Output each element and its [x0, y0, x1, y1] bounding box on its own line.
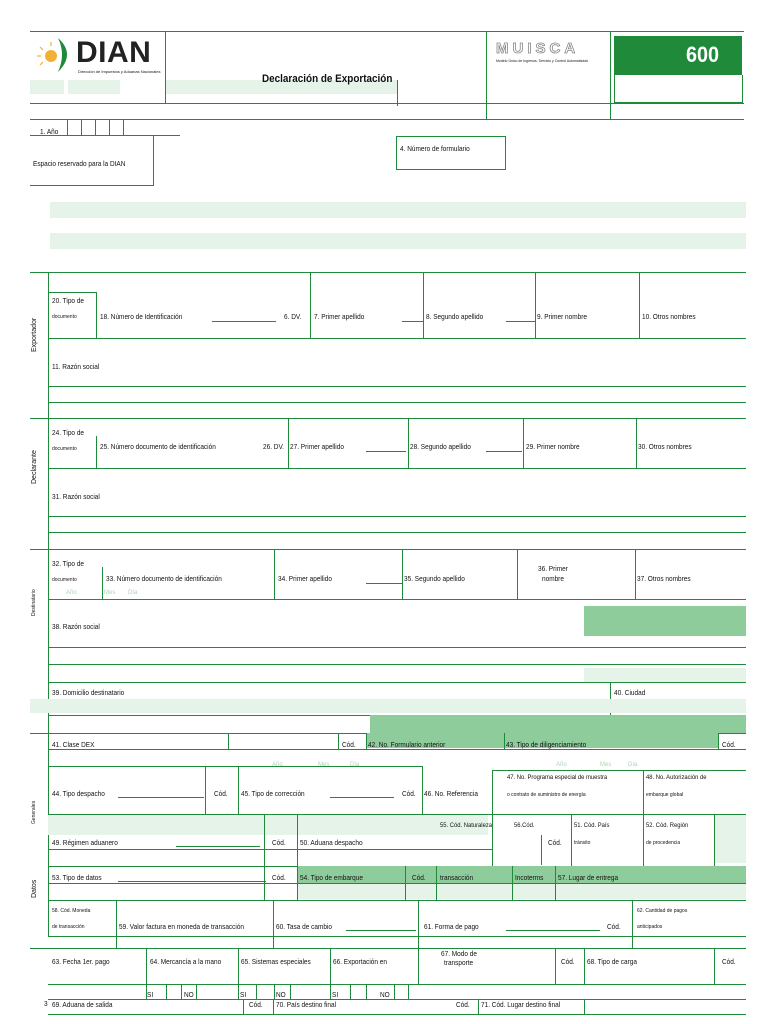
rule	[102, 567, 103, 599]
rule	[639, 272, 640, 338]
fill-band	[50, 202, 746, 218]
field-55: 55. Cód. Naturaleza	[440, 822, 493, 829]
rule	[274, 984, 275, 1000]
rule	[48, 532, 746, 533]
section-generales: Generales	[31, 800, 37, 824]
field-transaccion: transacción	[440, 873, 474, 882]
fill-band	[297, 883, 746, 899]
underline	[486, 451, 522, 452]
rule	[109, 119, 110, 135]
fill-band	[68, 80, 120, 94]
rule	[273, 999, 274, 1015]
rule	[535, 272, 536, 338]
rule	[30, 135, 180, 136]
field-43: 43. Tipo de diligenciamiento	[506, 740, 587, 749]
form-number-box	[614, 36, 742, 75]
rule	[123, 119, 124, 135]
field-70-cod: Cód.	[456, 1000, 470, 1009]
field-58b: de transacción	[52, 924, 85, 930]
field-24b: documento	[52, 446, 77, 452]
logo-text: DIAN	[76, 36, 152, 69]
rule	[228, 733, 229, 749]
rule	[408, 418, 409, 468]
field-42: 42. No. Formulario anterior	[368, 740, 446, 749]
rule	[48, 749, 746, 750]
si-66: SI	[332, 990, 339, 999]
field-39: 39. Domicilio destinatario	[52, 688, 125, 697]
rule	[310, 272, 311, 338]
field-24a: 24. Tipo de	[52, 428, 85, 437]
section-divider	[48, 272, 49, 936]
rule	[486, 31, 487, 119]
field-43-cod: Cód.	[722, 740, 736, 749]
rule	[48, 999, 746, 1000]
field-40: 40. Ciudad	[614, 688, 646, 697]
rule	[95, 119, 96, 135]
rule	[238, 948, 239, 1000]
field-4-numero-formulario: 4. Número de formulario	[400, 144, 470, 153]
field-62b: anticipados	[637, 924, 663, 930]
date-mes-3: Mes	[600, 762, 612, 768]
field-49-cod: Cód.	[272, 838, 286, 847]
field-53-cod: Cód.	[272, 873, 286, 882]
field-47: 47. No. Programa especial de muestra	[507, 774, 608, 781]
field-63: 63. Fecha 1er. pago	[52, 957, 110, 966]
rule	[492, 770, 746, 771]
rule	[274, 549, 275, 599]
field-66: 66. Exportación en	[333, 957, 387, 966]
rule	[30, 103, 744, 104]
form-title: Declaración de Exportación	[262, 73, 393, 85]
field-1-anio: 1. Año	[40, 127, 59, 136]
rule	[264, 814, 265, 866]
rule	[408, 984, 409, 1000]
fill-band	[30, 699, 746, 713]
field-54: 54. Tipo de embarque	[300, 873, 363, 882]
rule	[288, 418, 289, 468]
reserved-space-label: Espacio reservado para la DIAN	[33, 159, 126, 168]
field-59: 59. Valor factura en moneda de transacción	[119, 922, 245, 931]
field-34: 34. Primer apellido	[278, 574, 332, 583]
no-66: NO	[380, 990, 390, 999]
rule	[67, 119, 68, 135]
rule	[48, 766, 422, 767]
field-41: 41. Clase DEX	[52, 740, 95, 749]
field-71: 71. Cód. Lugar destino final	[481, 1000, 561, 1009]
field-68: 68. Tipo de carga	[587, 957, 637, 966]
rule	[396, 169, 506, 170]
field-44: 44. Tipo despacho	[52, 789, 105, 798]
rule	[165, 31, 166, 104]
rule	[366, 733, 367, 749]
field-68-cod: Cód.	[722, 957, 736, 966]
field-69: 69. Aduana de salida	[52, 1000, 113, 1009]
rule	[330, 948, 331, 1000]
rule	[418, 900, 419, 948]
rule	[48, 402, 746, 403]
field-27: 27. Primer apellido	[290, 442, 344, 451]
shaded-box	[370, 715, 746, 733]
si-64: SI	[147, 990, 154, 999]
field-48-sub: embarque global	[646, 792, 684, 798]
underline	[506, 321, 536, 322]
rule	[610, 31, 611, 119]
rule	[584, 999, 585, 1015]
field-26: 26. DV.	[263, 442, 284, 451]
rule	[541, 835, 542, 865]
fill-band	[50, 233, 746, 249]
field-58a: 58. Cód. Moneda	[52, 908, 91, 914]
rule	[30, 185, 154, 186]
field-9: 9. Primer nombre	[537, 312, 587, 321]
field-67-cod: Cód.	[561, 957, 575, 966]
rule	[504, 733, 505, 749]
date-dia: Día	[128, 590, 138, 596]
field-35: 35. Segundo apellido	[404, 574, 465, 583]
field-30: 30. Otros nombres	[638, 442, 692, 451]
field-48: 48. No. Autorización de	[646, 774, 707, 781]
rule	[48, 468, 746, 469]
date-anio: Año	[66, 590, 77, 596]
underline	[330, 797, 394, 798]
field-50: 50. Aduana despacho	[300, 838, 363, 847]
rule	[30, 549, 746, 550]
muisca-logo: MUISCA	[496, 40, 580, 57]
field-53: 53. Tipo de datos	[52, 873, 102, 882]
field-45-cod: Cód.	[402, 789, 416, 798]
field-51: 51. Cód. País	[574, 822, 610, 829]
field-47-sub: o contrato de suministro de energía	[507, 792, 586, 798]
rule	[96, 292, 97, 338]
rule	[256, 984, 257, 1000]
section-exportador: Exportador	[31, 317, 38, 352]
rule	[614, 102, 742, 103]
underline	[118, 797, 204, 798]
date-dia-3: Día	[628, 762, 638, 768]
rule	[366, 984, 367, 1000]
field-36b: nombre	[542, 574, 564, 583]
rule	[30, 418, 746, 419]
rule	[396, 136, 506, 137]
underline	[346, 930, 416, 931]
underline	[212, 321, 276, 322]
section-datos: Datos	[31, 879, 38, 898]
rule	[48, 883, 746, 884]
field-20b: documento	[52, 314, 77, 320]
date-dia-2: Día	[350, 762, 360, 768]
field-25: 25. Número documento de identificación	[100, 442, 216, 451]
date-anio-3: Año	[556, 762, 567, 768]
fill-band	[30, 80, 64, 94]
field-18: 18. Número de Identificación	[100, 312, 183, 321]
field-44-cod: Cód.	[214, 789, 228, 798]
field-32a: 32. Tipo de	[52, 559, 85, 568]
section-destinatario: Destinatario	[31, 589, 37, 616]
underline	[506, 930, 600, 931]
rule	[478, 999, 479, 1015]
rule	[505, 136, 506, 169]
rule	[350, 984, 351, 1000]
field-60: 60. Tasa de cambio	[276, 922, 332, 931]
rule	[643, 770, 644, 818]
muisca-subtitle: Modelo Único de Ingresos, Servicio y Control Automatizado	[496, 59, 589, 63]
field-7: 7. Primer apellido	[314, 312, 365, 321]
rule	[614, 75, 615, 103]
rule	[402, 549, 403, 599]
rule	[48, 664, 746, 665]
si-65: SI	[240, 990, 247, 999]
field-52: 52. Cód. Región	[646, 822, 689, 829]
field-32b: documento	[52, 577, 77, 583]
field-38: 38. Razón social	[52, 622, 100, 631]
rule	[643, 814, 644, 866]
field-54-cod: Cód.	[412, 873, 426, 882]
field-31: 31. Razón social	[52, 492, 100, 501]
field-67b: transporte	[444, 958, 474, 967]
rule	[205, 766, 206, 814]
rule	[48, 599, 746, 600]
rule	[714, 948, 715, 984]
rule	[635, 549, 636, 599]
rule	[48, 849, 492, 850]
rule	[423, 272, 424, 338]
rule	[714, 814, 715, 866]
no-65: NO	[276, 990, 286, 999]
rule	[632, 900, 633, 948]
field-64: 64. Mercancía a la mano	[150, 957, 222, 966]
shaded-box	[584, 606, 746, 636]
field-46: 46. No. Referencia	[424, 789, 478, 798]
no-64: NO	[184, 990, 194, 999]
rule	[571, 814, 572, 866]
field-67a: 67. Modo de	[441, 949, 477, 958]
rule	[48, 682, 746, 683]
field-incoterms: Incoterms	[515, 873, 544, 882]
field-28: 28. Segundo apellido	[410, 442, 471, 451]
field-69-cod: Cód.	[249, 1000, 263, 1009]
rule	[81, 119, 82, 135]
rule	[584, 948, 585, 984]
rule	[297, 814, 298, 866]
rule	[338, 733, 339, 749]
rule	[166, 984, 167, 1000]
fill-band	[48, 815, 488, 835]
left-page-number: 3	[44, 999, 48, 1008]
rule	[555, 948, 556, 984]
rule	[30, 119, 744, 120]
field-62a: 62. Cantidad de pagos	[637, 908, 688, 914]
rule	[243, 999, 244, 1015]
field-33: 33. Número documento de identificación	[106, 574, 222, 583]
date-mes-2: Mes	[318, 762, 330, 768]
fill-band	[714, 815, 746, 863]
rule	[742, 75, 743, 103]
rule	[48, 386, 746, 387]
rule	[48, 984, 746, 985]
field-50-cod: Cód.	[548, 838, 562, 847]
logo-subtitle: Dirección de Impuestos y Aduanas Nacionales	[78, 69, 161, 74]
underline	[118, 881, 266, 882]
rule	[48, 1014, 746, 1015]
fill-band	[584, 668, 746, 682]
field-61: 61. Forma de pago	[424, 922, 479, 931]
field-8: 8. Segundo apellido	[426, 312, 484, 321]
date-mes: Mes	[104, 590, 116, 596]
field-56: 56.Cód.	[514, 822, 535, 829]
underline	[176, 846, 260, 847]
underline	[366, 583, 402, 584]
underline	[366, 451, 406, 452]
rule	[153, 135, 154, 185]
form-number: 600	[686, 42, 720, 67]
rule	[48, 900, 746, 901]
field-36a: 36. Primer	[538, 564, 568, 573]
rule	[96, 436, 97, 468]
rule	[523, 418, 524, 468]
rule	[394, 984, 395, 1000]
rule	[48, 936, 746, 937]
field-45: 45. Tipo de corrección	[241, 789, 305, 798]
rule	[636, 418, 637, 468]
dian-logo	[36, 34, 164, 78]
rule	[48, 647, 746, 648]
rule	[48, 338, 746, 339]
rule	[492, 770, 493, 866]
date-anio-2: Año	[272, 762, 283, 768]
field-11: 11. Razón social	[52, 362, 100, 371]
rule	[290, 984, 291, 1000]
rule	[238, 766, 239, 814]
section-declarante: Declarante	[31, 450, 38, 484]
dian-sun-icon	[36, 34, 76, 74]
field-61-cod: Cód.	[607, 922, 621, 931]
field-41-cod: Cód.	[342, 740, 356, 749]
field-37: 37. Otros nombres	[637, 574, 691, 583]
rule	[718, 733, 719, 749]
field-52-sub: de procedencia	[646, 840, 681, 846]
rule	[181, 984, 182, 1000]
rule	[30, 31, 744, 32]
underline	[402, 321, 424, 322]
field-10: 10. Otros nombres	[642, 312, 696, 321]
rule	[396, 136, 397, 169]
rule	[273, 900, 274, 948]
rule	[116, 900, 117, 948]
rule	[48, 292, 96, 293]
field-49: 49. Régimen aduanero	[52, 838, 118, 847]
field-65: 65. Sistemas especiales	[241, 957, 311, 966]
rule	[418, 948, 419, 984]
rule	[48, 516, 746, 517]
field-57: 57. Lugar de entrega	[558, 873, 619, 882]
rule	[196, 984, 197, 1000]
field-6: 6. DV.	[284, 312, 302, 321]
rule	[397, 80, 398, 106]
field-51-sub: tránsito	[574, 840, 591, 846]
rule	[422, 766, 423, 814]
rule	[30, 948, 746, 949]
field-29: 29. Primer nombre	[526, 442, 580, 451]
rule	[517, 549, 518, 599]
field-20a: 20. Tipo de	[52, 296, 85, 305]
field-70: 70. País destino final	[276, 1000, 337, 1009]
